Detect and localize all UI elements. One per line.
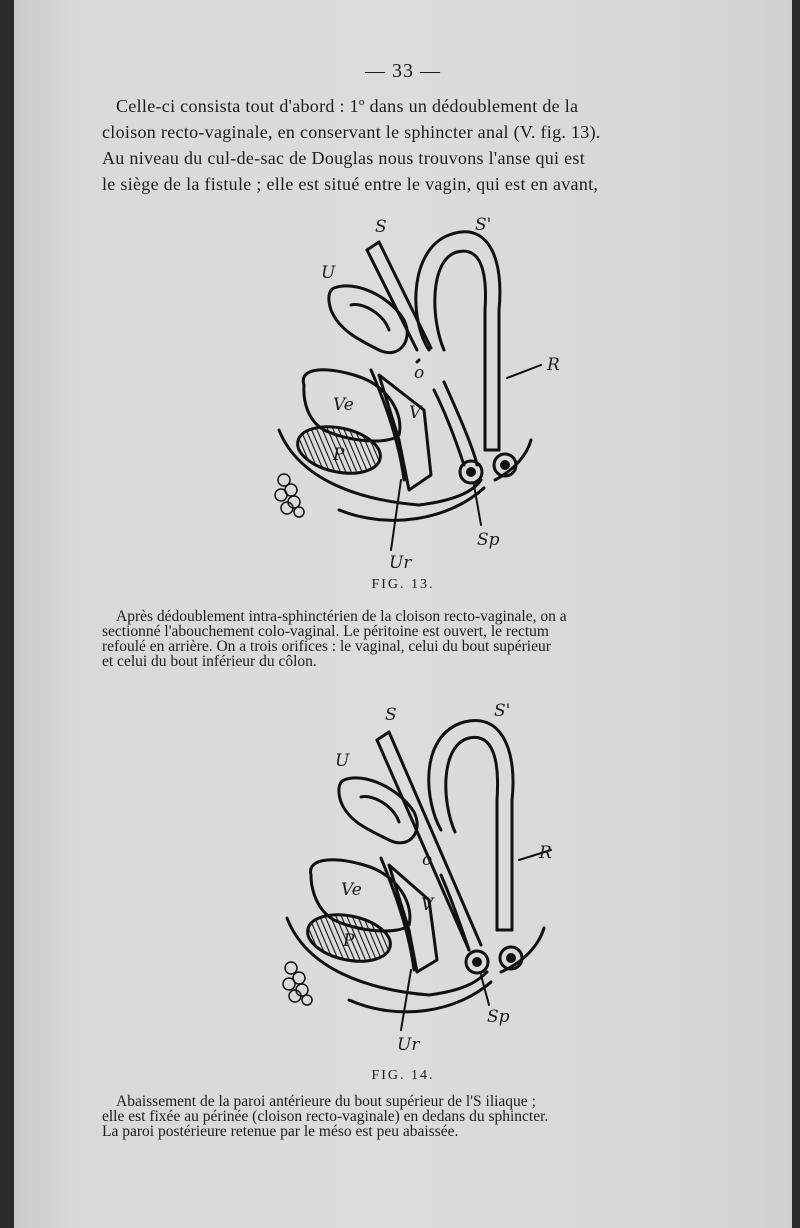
book-page bbox=[14, 0, 792, 1228]
label-ve: Ve bbox=[333, 395, 354, 415]
label-sp: Sp bbox=[487, 1007, 510, 1027]
caption-line: et celui du bout inférieur du côlon. bbox=[102, 653, 317, 670]
label-u: U bbox=[321, 263, 336, 283]
figure-14-caption bbox=[102, 1094, 738, 1139]
label-p: P bbox=[333, 445, 345, 465]
label-ur: Ur bbox=[397, 1035, 420, 1055]
label-v: V bbox=[421, 895, 434, 915]
body-paragraph bbox=[102, 93, 732, 197]
caption-line: elle est fixée au périnée (cloison recto-vaginale) en dedans du sphincter. bbox=[102, 1108, 549, 1125]
caption-line: La paroi postérieure retenue par le méso est peu abaissée. bbox=[102, 1123, 459, 1140]
label-r: R bbox=[547, 355, 560, 375]
caption-line: Après dédoublement intra-sphinctérien de la cloison recto-vaginale, on a bbox=[116, 608, 567, 625]
caption-line: sectionné l'abouchement colo-vaginal. Le péritoine est ouvert, le rectum bbox=[102, 623, 549, 640]
label-o: o bbox=[414, 363, 425, 383]
page-number: — 33 — bbox=[365, 60, 441, 82]
label-p: P bbox=[343, 931, 355, 951]
label-s: S bbox=[385, 705, 397, 725]
caption-line: refoulé en arrière. On a trois orifices : le vaginal, celui du bout supérieur bbox=[102, 638, 551, 655]
label-s-prime: S' bbox=[494, 701, 511, 721]
label-o: o bbox=[422, 850, 433, 870]
figure-14-title: FIG. 14. bbox=[371, 1068, 435, 1083]
figure-13-illustration bbox=[259, 210, 579, 580]
body-line: Au niveau du cul-de-sac de Douglas nous trouvons l'anse qui est bbox=[102, 148, 586, 168]
label-s: S bbox=[375, 217, 387, 237]
label-sp: Sp bbox=[477, 530, 500, 550]
body-line: Celle-ci consista tout d'abord : 1º dans un dédoublement de la bbox=[116, 96, 579, 116]
label-ur: Ur bbox=[389, 553, 412, 573]
body-line: le siège de la fistule ; elle est situé entre le vagin, qui est en avant, bbox=[102, 174, 599, 194]
label-v: V bbox=[409, 403, 422, 423]
label-r: R bbox=[539, 843, 552, 863]
caption-line: Abaissement de la paroi antérieure du bout supérieur de l'S iliaque ; bbox=[116, 1093, 536, 1110]
figure-13-caption bbox=[102, 609, 738, 669]
figure-13-title: FIG. 13. bbox=[371, 577, 435, 592]
label-u: U bbox=[335, 751, 350, 771]
label-s-prime: S' bbox=[475, 215, 492, 235]
body-line: cloison recto-vaginale, en conservant le sphincter anal (V. fig. 13). bbox=[102, 122, 601, 142]
figure-14-illustration bbox=[269, 700, 589, 1065]
label-ve: Ve bbox=[341, 880, 362, 900]
